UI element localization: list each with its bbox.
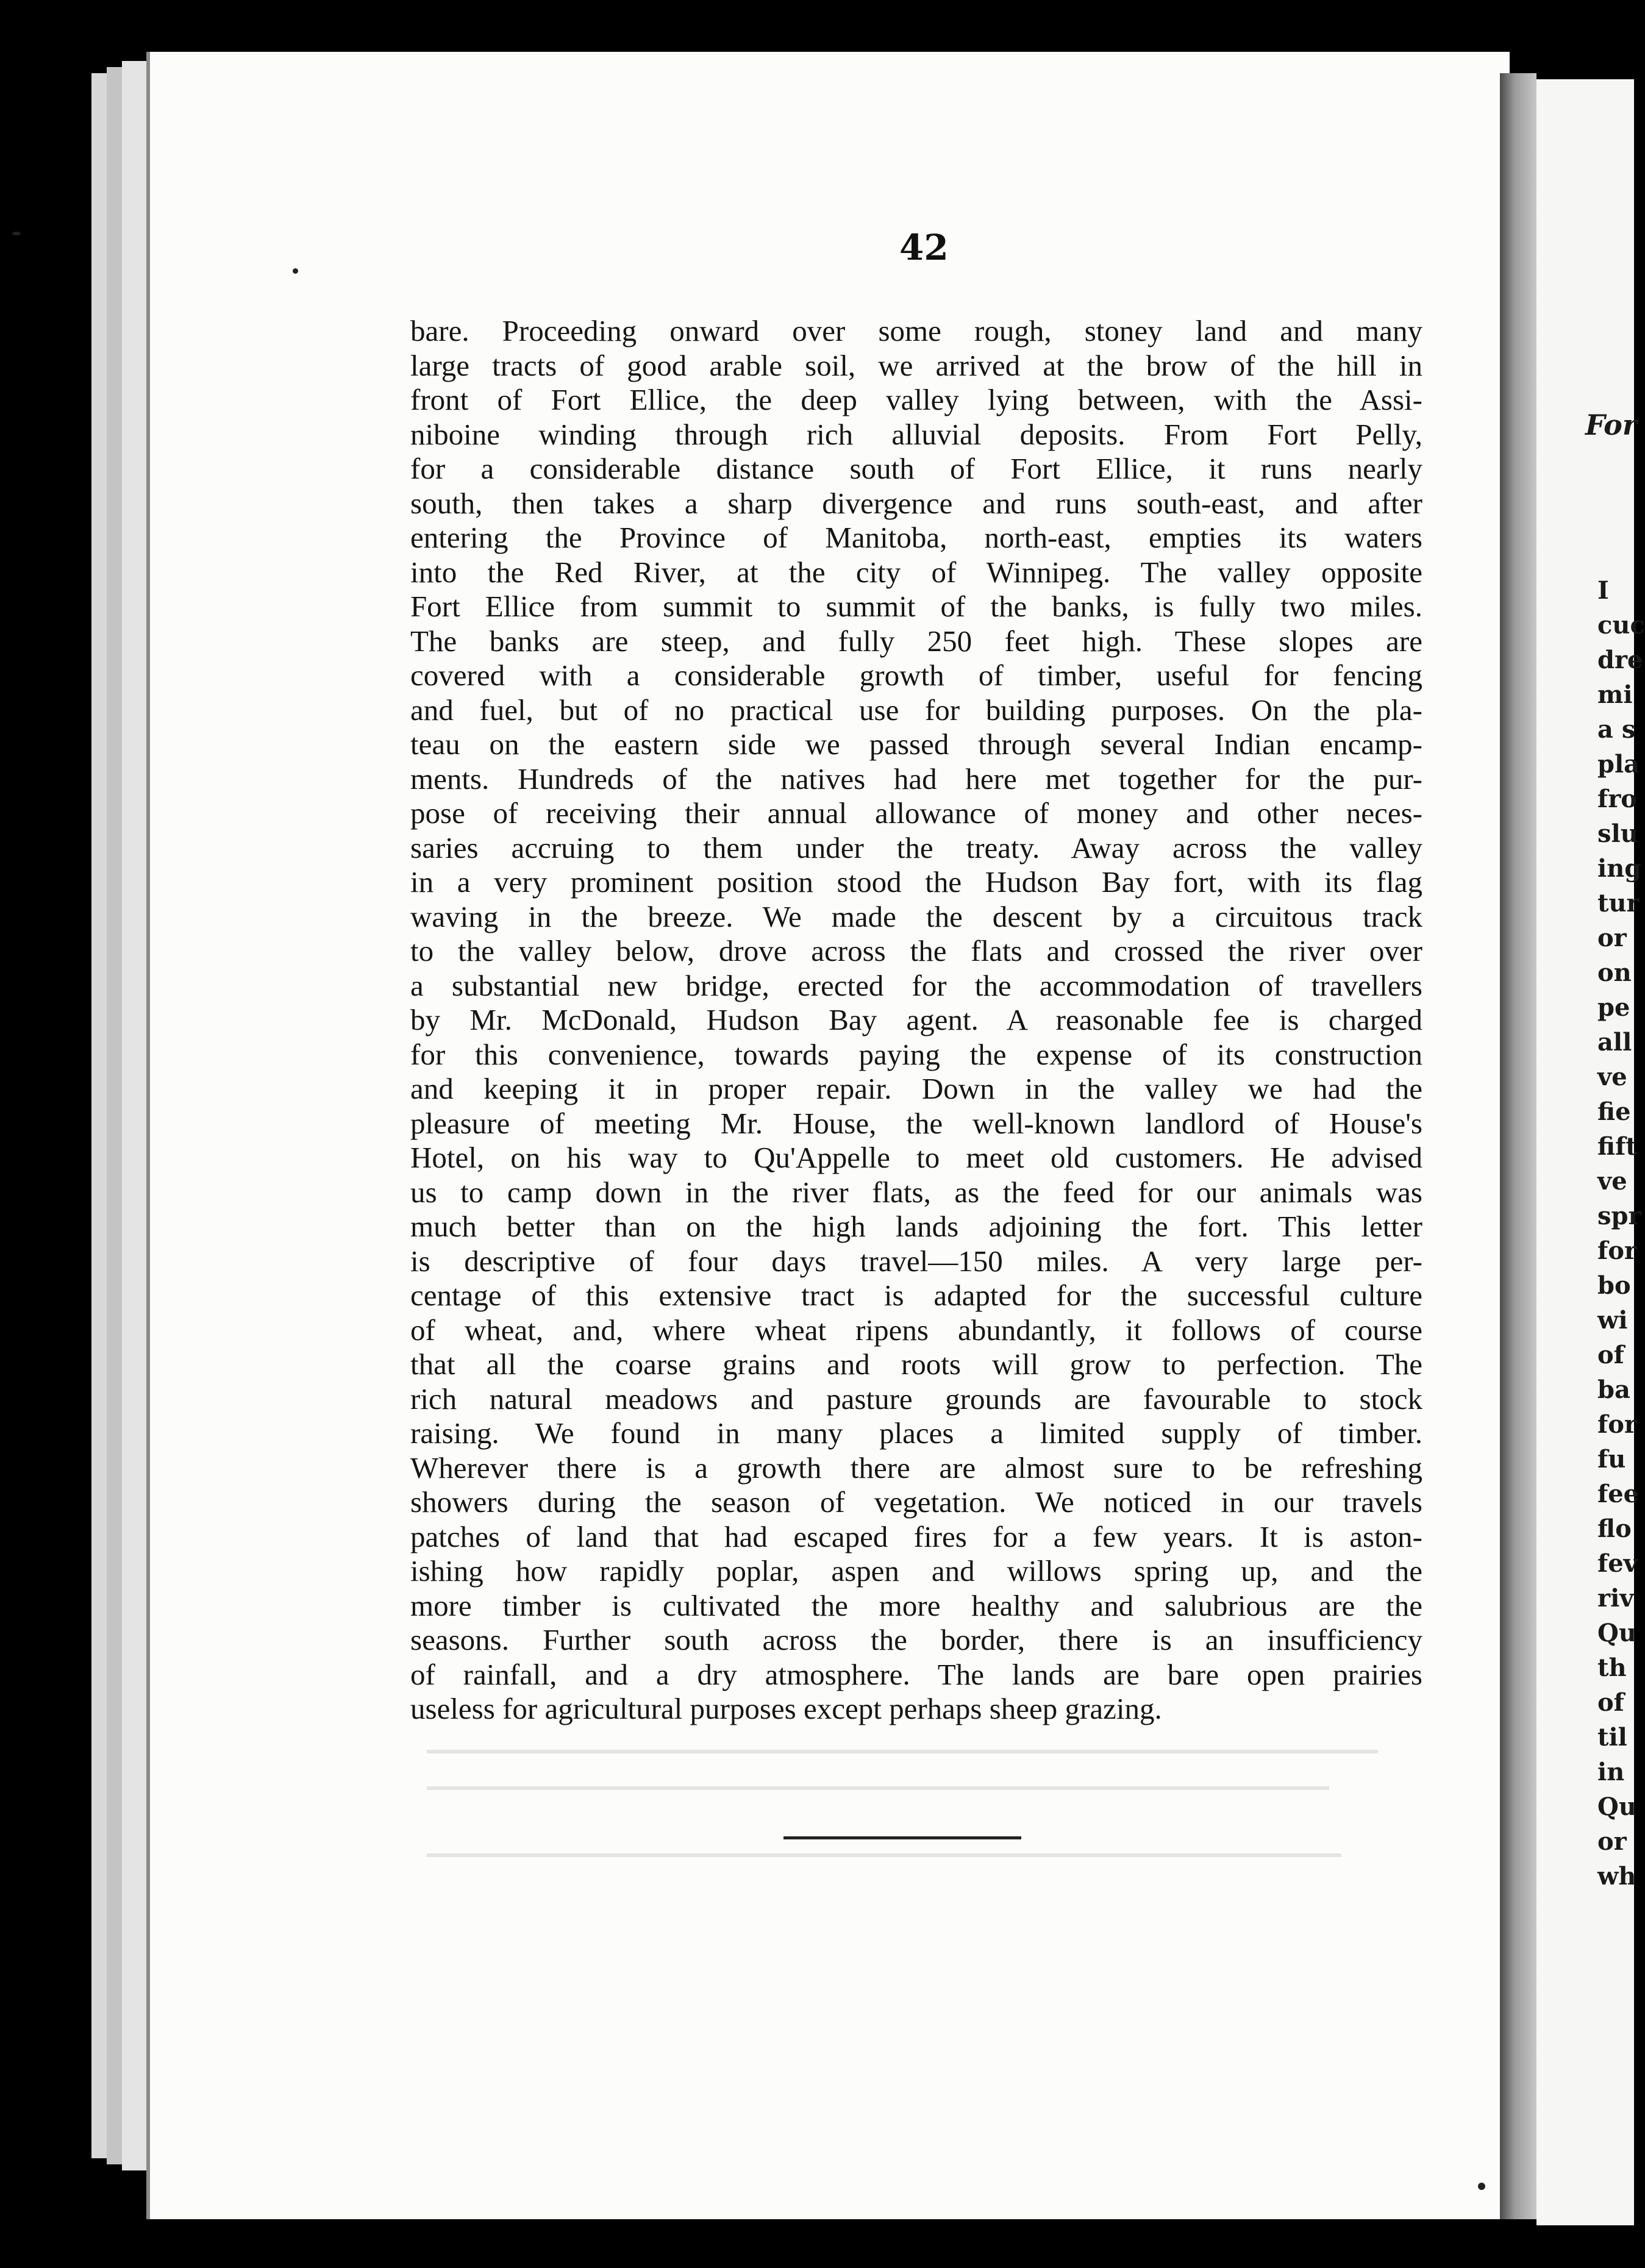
neighbor-text-fragment: all — [1597, 1028, 1632, 1057]
neighbor-text-fragment: pla — [1597, 750, 1640, 779]
text-line: ishing how rapidly poplar, aspen and willows spring up, and the — [410, 1554, 1422, 1588]
bleed-through-mark — [427, 1786, 1329, 1790]
text-line: a substantial new bridge, erected for the accommodation of travellers — [410, 968, 1422, 1002]
text-line: front of Fort Ellice, the deep valley lying between, with the Assi- — [410, 383, 1422, 416]
text-line: that all the coarse grains and roots will grow to perfection. The — [410, 1347, 1422, 1381]
text-line: patches of land that had escaped fires for a few years. It is aston- — [410, 1519, 1422, 1553]
neighbor-text-fragment: on — [1597, 958, 1632, 987]
text-line: covered with a considerable growth of timber, useful for fencing — [410, 658, 1422, 692]
ink-speck — [293, 268, 298, 274]
neighbor-page-text — [1597, 573, 1645, 1894]
neighbor-text-fragment: riv — [1597, 1584, 1634, 1613]
neighbor-text-fragment: of — [1597, 1341, 1624, 1369]
text-line: and fuel, but of no practical use for building purposes. On the pla- — [410, 693, 1422, 727]
neighbor-text-fragment: Qu — [1597, 1619, 1636, 1647]
text-line: of rainfall, and a dry atmosphere. The lands are bare open prairies — [410, 1657, 1422, 1691]
text-line: of wheat, and, where wheat ripens abundantly, it follows of course — [410, 1313, 1422, 1347]
text-line: Fort Ellice from summit to summit of the banks, is fully two miles. — [410, 590, 1422, 623]
neighbor-text-fragment: ve — [1597, 1167, 1627, 1196]
neighbor-text-fragment: pe — [1597, 993, 1630, 1022]
neighbor-page-heading: For — [1585, 408, 1638, 441]
ink-speck — [12, 232, 21, 235]
ink-speck — [1478, 2183, 1485, 2190]
neighbor-text-fragment: bo — [1597, 1271, 1631, 1300]
neighbor-text-fragment: flo — [1597, 1514, 1632, 1543]
text-line: niboine winding through rich alluvial deposits. From Fort Pelly, — [410, 417, 1422, 451]
text-line: raising. We found in many places a limited supply of timber. — [410, 1416, 1422, 1450]
text-line: rich natural meadows and pasture grounds are favourable to stock — [410, 1382, 1422, 1416]
text-line: pose of receiving their annual allowance of money and other neces- — [410, 796, 1422, 830]
neighbor-text-fragment: ing — [1597, 854, 1642, 883]
neighbor-text-fragment: dre — [1597, 646, 1643, 674]
neighbor-text-fragment: tur — [1597, 889, 1640, 918]
neighbor-text-fragment: fift — [1597, 1132, 1637, 1161]
neighbor-text-fragment: ve — [1597, 1063, 1627, 1091]
text-line: us to camp down in the river flats, as the feed for our animals was — [410, 1175, 1422, 1209]
neighbor-text-fragment: a s — [1597, 715, 1636, 744]
neighbor-text-fragment: Qu — [1597, 1792, 1636, 1821]
text-line: seasons. Further south across the border, there is an insufficiency — [410, 1623, 1422, 1656]
bleed-through-mark — [427, 1853, 1341, 1857]
neighbor-text-fragment: in — [1597, 1758, 1625, 1786]
text-line: bare. Proceeding onward over some rough, stoney land and many — [410, 314, 1422, 348]
neighbor-text-fragment: cuc — [1597, 611, 1645, 640]
text-line: saries accruing to them under the treaty. Away across the valley — [410, 830, 1422, 865]
neighbor-text-fragment: for — [1597, 1236, 1637, 1265]
neighbor-text-fragment: or — [1597, 1827, 1627, 1856]
text-line: by Mr. McDonald, Hudson Bay agent. A reasonable fee is charged — [410, 1003, 1422, 1036]
neighbor-text-fragment: fee — [1597, 1480, 1640, 1508]
text-line: large tracts of good arable soil, we arrived at the brow of the hill in — [410, 348, 1422, 382]
text-line: pleasure of meeting Mr. House, the well-known landlord of House's — [410, 1106, 1422, 1140]
text-line: to the valley below, drove across the flats and crossed the river over — [410, 934, 1422, 968]
neighbor-text-fragment: fie — [1597, 1097, 1631, 1126]
neighbor-text-fragment: spr — [1597, 1202, 1641, 1230]
text-line: in a very prominent position stood the Hudson Bay fort, with its flag — [410, 865, 1422, 899]
text-line: Hotel, on his way to Qu'Appelle to meet old customers. He advised — [410, 1141, 1422, 1174]
page-number: 42 — [899, 227, 949, 268]
neighbor-text-fragment: of — [1597, 1688, 1624, 1717]
text-line: for this convenience, towards paying the expense of its construction — [410, 1037, 1422, 1071]
section-end-rule — [783, 1836, 1021, 1839]
text-line: centage of this extensive tract is adapted for the successful culture — [410, 1278, 1422, 1312]
text-line: showers during the season of vegetation. We noticed in our travels — [410, 1485, 1422, 1519]
text-line: useless for agricultural purposes except perhaps sheep grazing. — [410, 1692, 1162, 1725]
neighbor-text-fragment: wi — [1597, 1306, 1628, 1335]
text-line: entering the Province of Manitoba, north-east, empties its waters — [410, 521, 1422, 554]
text-line: more timber is cultivated the more healthy and salubrious are the — [410, 1588, 1422, 1622]
text-line: south, then takes a sharp divergence and runs south-east, and after — [410, 486, 1422, 520]
neighbor-text-fragment: for — [1597, 1410, 1637, 1439]
text-line: much better than on the high lands adjoining the fort. This letter — [410, 1210, 1422, 1243]
body-text — [410, 314, 1422, 1727]
text-line: and keeping it in proper repair. Down in the valley we had the — [410, 1072, 1422, 1105]
text-line: ments. Hundreds of the natives had here met together for the pur- — [410, 761, 1422, 796]
page-gutter-shadow — [1500, 73, 1536, 2219]
neighbor-text-fragment: th — [1597, 1653, 1627, 1682]
neighbor-page — [1536, 79, 1645, 2225]
text-line: waving in the breeze. We made the descent by a circuitous track — [410, 899, 1422, 933]
text-line: teau on the eastern side we passed through several Indian encamp- — [410, 727, 1422, 761]
neighbor-text-fragment: mi — [1597, 680, 1633, 709]
text-line: is descriptive of four days travel—150 miles. A very large per- — [410, 1244, 1422, 1278]
text-line: Wherever there is a growth there are almost sure to be refreshing — [410, 1450, 1422, 1485]
neighbor-text-fragment: or — [1597, 924, 1627, 952]
neighbor-text-fragment: slu — [1597, 819, 1638, 848]
text-line: into the Red River, at the city of Winnipeg. The valley opposite — [410, 555, 1422, 589]
neighbor-text-fragment: fu — [1597, 1445, 1626, 1474]
neighbor-text-fragment: I — [1597, 576, 1609, 605]
neighbor-text-fragment: fro — [1597, 785, 1637, 813]
neighbor-text-fragment: til — [1597, 1723, 1627, 1752]
text-line: for a considerable distance south of Fort Ellice, it runs nearly — [410, 452, 1422, 485]
neighbor-text-fragment: fev — [1597, 1549, 1638, 1578]
bleed-through-mark — [427, 1750, 1378, 1753]
text-line: The banks are steep, and fully 250 feet high. These slopes are — [410, 624, 1422, 658]
neighbor-text-fragment: wh — [1597, 1862, 1636, 1891]
neighbor-text-fragment: ba — [1597, 1375, 1630, 1404]
